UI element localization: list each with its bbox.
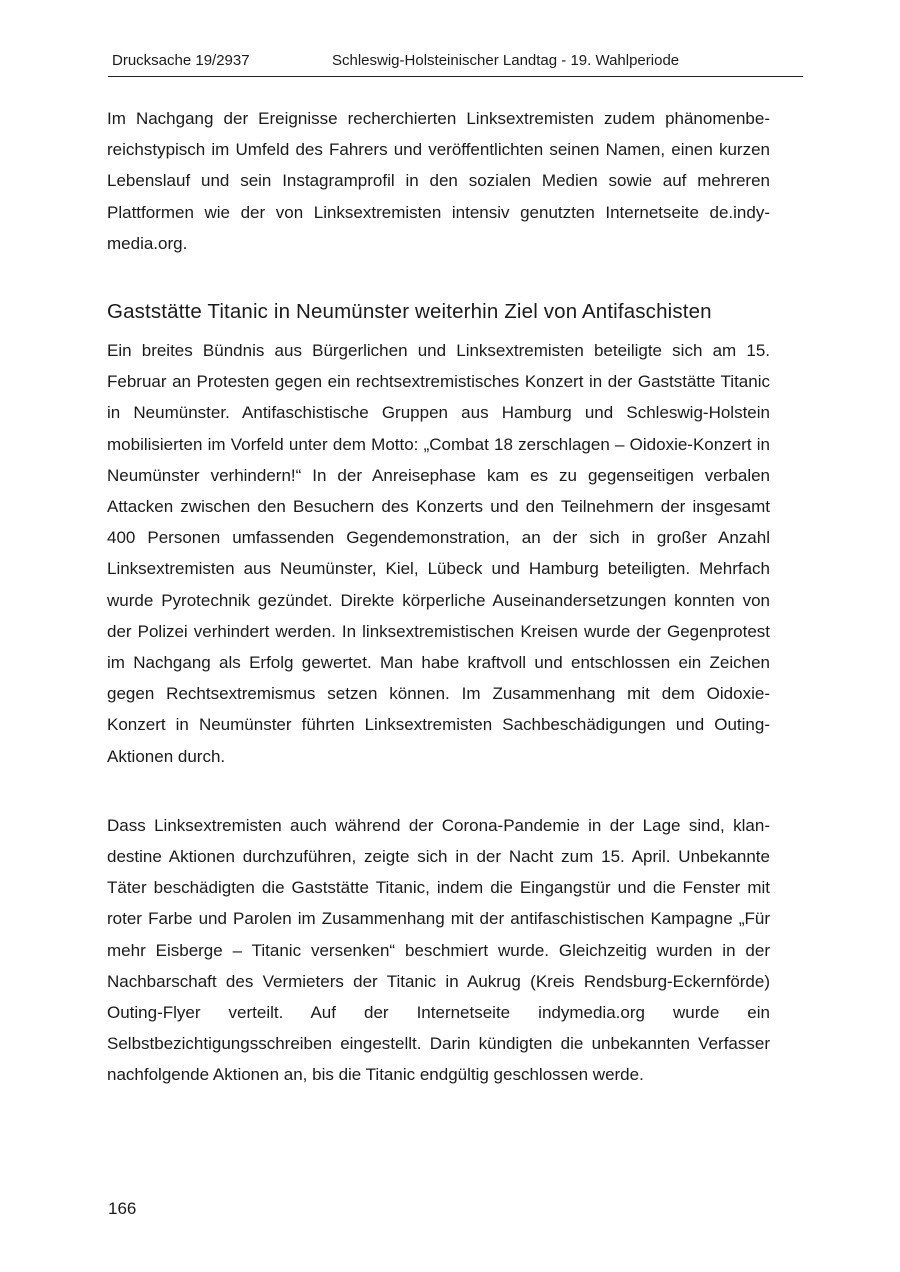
document-number: Drucksache 19/2937 <box>112 52 250 69</box>
page-body <box>107 103 770 1091</box>
paragraph-3: Dass Linksextremisten auch während der Corona-Pandemie in der Lage sind, klandestine Aktionen durchzuführen, zeigte sich in der Nacht zum 15. April. Unbekannte Täter beschädigten die Gaststätte Titanic, indem die Eingangstür und die Fenster mit roter Farbe und Parolen im Zusammenhang mit der antifaschistischen Kampagne „Für mehr Eisberge – Titanic versenken“ beschmiert wurde. Gleichzeitig wurden in der Nachbarschaft des Vermieters der Titanic in Aukrug (Kreis Rendsburg-Eckernförde) Outing-Flyer verteilt. Auf der Internetseite indymedia.org wurde ein Selbstbezichtigungsschreiben eingestellt. Darin kündigten die unbekannten Verfasser nachfolgende Aktionen an, bis die Titanic endgültig geschlossen werde. <box>107 815 770 1085</box>
paragraph-1: Im Nachgang der Ereignisse recherchierten Linksextremisten zudem phänomenbereichstypisch im Umfeld des Fahrers und veröffentlichten seinen Namen, einen kurzen Lebenslauf und sein Instagramprofil in den sozialen Medien sowie auf mehreren Plattformen wie der von Linksextremisten intensiv genutzten Internetseite de.indymedia.org. <box>107 109 770 253</box>
parliament-title: Schleswig-Holsteinischer Landtag - 19. Wahlperiode <box>332 52 680 69</box>
page-number: 166 <box>108 1199 137 1218</box>
page-header <box>108 52 803 77</box>
paragraph-2: Ein breites Bündnis aus Bürgerlichen und Linksextremisten beteiligte sich am 15. Februar an Protesten gegen ein rechtsextremistisches Konzert in der Gaststätte Titanic in Neumünster. Antifaschistische Gruppen aus Hamburg und Schleswig-Holstein mobilisierten im Vorfeld unter dem Motto: „Combat 18 zerschlagen – Oidoxie-Konzert in Neumünster verhindern!“ In der Anreisephase kam es zu gegenseitigen verbalen Attacken zwischen den Besuchern des Konzerts und den Teilnehmern der insgesamt 400 Personen umfassenden Gegendemonstration, an der sich in großer Anzahl Linksextremisten aus Neumünster, Kiel, Lübeck und Hamburg beteiligten. Mehrfach wurde Pyrotechnik gezündet. Direkte körperliche Auseinandersetzungen konnten von der Polizei verhindert werden. In linksextremistischen Kreisen wurde der Gegenprotest im Nachgang als Erfolg gewertet. Man habe kraftvoll und entschlossen ein Zeichen gegen Rechtsextremismus setzen können. Im Zusammenhang mit dem Oidoxie-Konzert in Neumünster führten Linksextremisten Sachbeschädigungen und Outing-Aktionen durch. <box>107 341 770 766</box>
section-heading: Gaststätte Titanic in Neumünster weiterhin Ziel von Antifaschisten <box>107 300 712 324</box>
